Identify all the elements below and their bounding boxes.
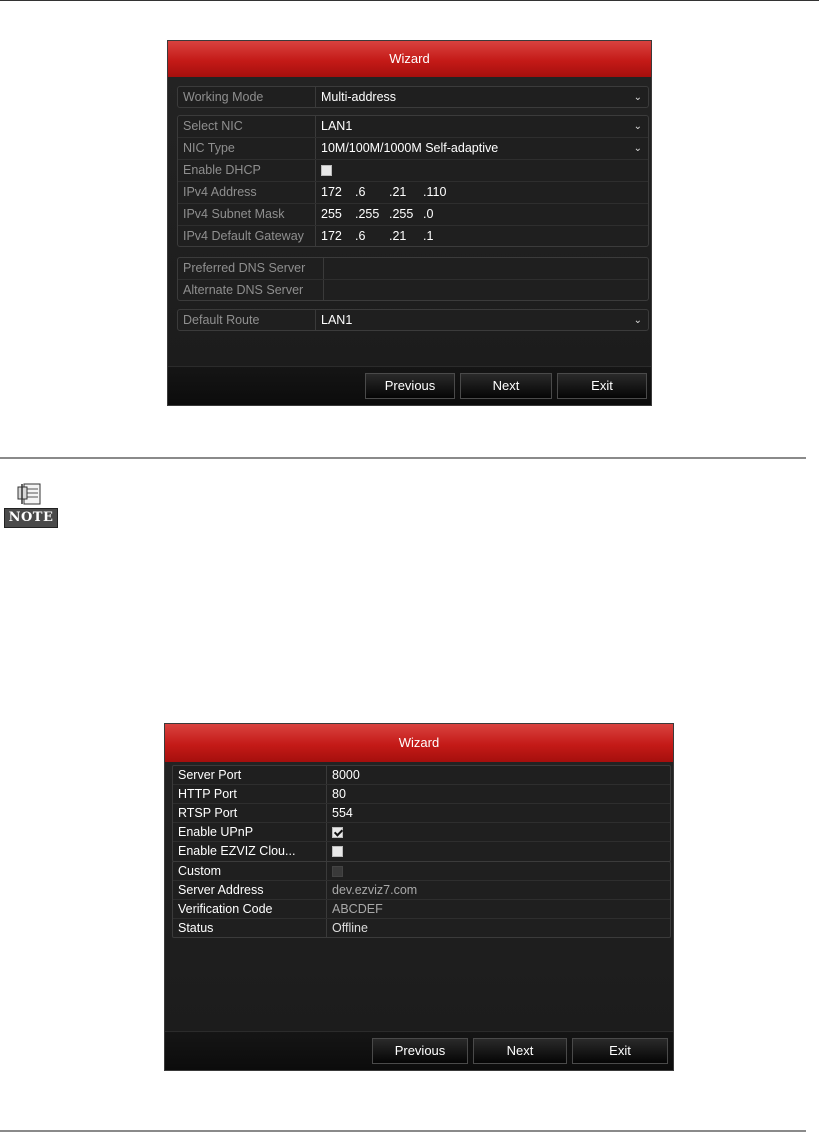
enable-upnp-row (173, 823, 670, 842)
status-row (173, 919, 670, 938)
ip-octet[interactable]: .6 (355, 185, 366, 199)
default-route-label: Default Route (178, 310, 316, 331)
alternate-dns-input[interactable] (325, 280, 648, 301)
chevron-down-icon[interactable]: ⌄ (633, 143, 642, 154)
preferred-dns-input[interactable] (325, 258, 648, 279)
note-label: NOTE (4, 508, 58, 528)
verification-code-value: ABCDEF (332, 902, 383, 916)
previous-button[interactable]: Previous (372, 1038, 468, 1064)
network-settings-group (177, 115, 649, 247)
verification-code-label: Verification Code (173, 900, 327, 918)
dialog-title: Wizard (168, 41, 651, 78)
default-route-value: LAN1 (321, 313, 353, 327)
ip-octet[interactable]: .6 (355, 229, 366, 243)
cloud-settings-group (172, 861, 671, 938)
working-mode-value: Multi-address (321, 90, 397, 104)
status-label: Status (173, 919, 327, 938)
preferred-dns-label: Preferred DNS Server (178, 258, 324, 279)
ip-octet[interactable]: .21 (389, 185, 407, 199)
wizard-dialog-platform (164, 723, 674, 1071)
nic-type-value: 10M/100M/1000M Self-adaptive (321, 141, 499, 155)
dialog-body (168, 77, 651, 369)
server-port-input[interactable]: 8000 (332, 768, 360, 782)
ip-octet[interactable]: .1 (423, 229, 434, 243)
verification-code-row (173, 900, 670, 919)
enable-dhcp-row (178, 160, 648, 182)
chevron-down-icon[interactable]: ⌄ (633, 121, 642, 132)
default-route-group (177, 309, 649, 331)
exit-button[interactable]: Exit (572, 1038, 668, 1064)
select-nic-select[interactable] (317, 116, 648, 137)
ip-octet[interactable]: .0 (423, 207, 434, 221)
chevron-down-icon[interactable]: ⌄ (633, 92, 642, 103)
http-port-label: HTTP Port (173, 785, 327, 803)
ip-octet[interactable]: .21 (389, 229, 407, 243)
custom-label: Custom (173, 862, 327, 880)
nic-type-select[interactable] (317, 138, 648, 159)
nic-type-row[interactable] (178, 138, 648, 160)
alternate-dns-row (178, 280, 648, 301)
enable-ezviz-label: Enable EZVIZ Clou... (173, 842, 327, 861)
preferred-dns-row (178, 258, 648, 280)
dialog-body (165, 762, 673, 1034)
working-mode-row[interactable] (178, 87, 648, 108)
select-nic-row[interactable] (178, 116, 648, 138)
ipv4-gateway-label: IPv4 Default Gateway (178, 226, 316, 247)
ipv4-address-row (178, 182, 648, 204)
ip-octet[interactable]: .110 (423, 185, 447, 199)
enable-dhcp-label: Enable DHCP (178, 160, 316, 181)
bottom-rule (0, 1130, 806, 1132)
enable-dhcp-checkbox[interactable] (321, 165, 332, 176)
server-address-label: Server Address (173, 881, 327, 899)
previous-button[interactable]: Previous (365, 373, 455, 399)
server-port-label: Server Port (173, 766, 327, 784)
server-address-row (173, 881, 670, 900)
rtsp-port-label: RTSP Port (173, 804, 327, 822)
ip-octet[interactable]: 172 (321, 185, 342, 199)
working-mode-label: Working Mode (178, 87, 316, 108)
rtsp-port-row (173, 804, 670, 823)
chevron-down-icon[interactable]: ⌄ (633, 315, 642, 326)
ip-octet[interactable]: .255 (389, 207, 414, 221)
rtsp-port-input[interactable]: 554 (332, 806, 353, 820)
top-rule (0, 0, 819, 1)
ip-octet[interactable]: 255 (321, 207, 342, 221)
ipv4-subnet-row (178, 204, 648, 226)
enable-upnp-checkbox[interactable] (332, 827, 343, 838)
default-route-row[interactable] (178, 310, 648, 331)
dialog-title: Wizard (165, 724, 673, 763)
http-port-input[interactable]: 80 (332, 787, 346, 801)
ipv4-address-label: IPv4 Address (178, 182, 316, 203)
alternate-dns-label: Alternate DNS Server (178, 280, 324, 301)
custom-checkbox (332, 866, 343, 877)
section-divider (0, 457, 806, 459)
dns-group (177, 257, 649, 301)
select-nic-value: LAN1 (321, 119, 353, 133)
wizard-dialog-network (167, 40, 652, 406)
next-button[interactable]: Next (460, 373, 552, 399)
ipv4-address-input[interactable] (317, 182, 648, 203)
enable-upnp-label: Enable UPnP (173, 823, 327, 841)
ipv4-subnet-label: IPv4 Subnet Mask (178, 204, 316, 225)
exit-button[interactable]: Exit (557, 373, 647, 399)
select-nic-label: Select NIC (178, 116, 316, 137)
ipv4-gateway-row (178, 226, 648, 247)
ip-octet[interactable]: .255 (355, 207, 380, 221)
custom-row (173, 862, 670, 881)
dialog-footer (165, 1031, 673, 1070)
http-port-row (173, 785, 670, 804)
working-mode-select[interactable] (317, 87, 648, 108)
dialog-footer (168, 366, 651, 405)
status-value: Offline (332, 921, 368, 935)
working-mode-group (177, 86, 649, 108)
ipv4-gateway-input[interactable] (317, 226, 648, 247)
port-settings-group (172, 765, 671, 862)
ipv4-subnet-input[interactable] (317, 204, 648, 225)
enable-ezviz-checkbox[interactable] (332, 846, 343, 857)
server-port-row (173, 766, 670, 785)
default-route-select[interactable] (317, 310, 648, 331)
ip-octet[interactable]: 172 (321, 229, 342, 243)
next-button[interactable]: Next (473, 1038, 567, 1064)
server-address-value: dev.ezviz7.com (332, 883, 418, 897)
nic-type-label: NIC Type (178, 138, 316, 159)
enable-ezviz-row (173, 842, 670, 861)
